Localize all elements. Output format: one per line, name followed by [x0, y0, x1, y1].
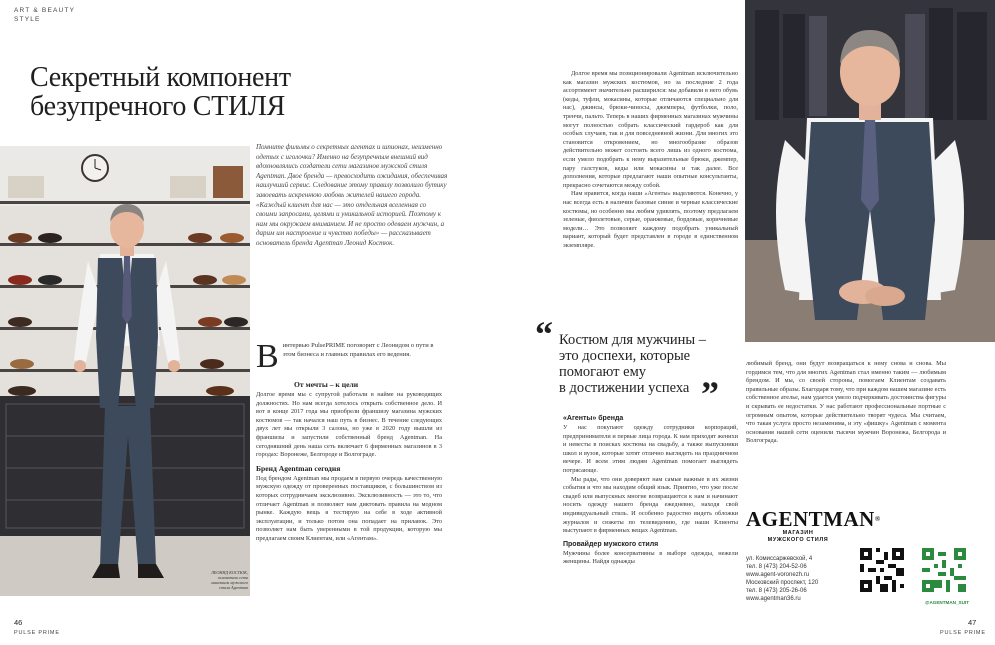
- quote-open-mark: “: [535, 314, 553, 354]
- logo-wordmark: [746, 507, 881, 531]
- col3-paragraph-2: Мы рады, что они доверяют нам самые важные в их жизни события и что мы находим общий язык. Приятно, что уже после свадеб или выпускных многие возвращаются к нам и начинают носить одежду нашего бренда ежедневно, находя свой индивидуальный стиль. И особенно радостно видеть обложки журналов и сюжеты по телевидению, где наши Клиенты выступают в фирменных вещах Agentman.: [563, 475, 738, 535]
- contact-link[interactable]: www.agent-voronezh.ru: [746, 571, 810, 578]
- logo-name: AGENTMAN: [746, 507, 875, 531]
- title-line1: Секретный компонент: [30, 62, 291, 93]
- portrait-seated-illustration: [745, 0, 995, 342]
- article-title: [30, 63, 370, 121]
- intro-block: [256, 338, 442, 375]
- col2-paragraph-2: Нам нравится, когда наши «Агенты» выделяются. Конечно, у нас всегда есть в наличии базовые синие и черные классические костюмы, но особенно мы любим удивлять, поэтому предлагаем зеленые, фиолетовые, серые, оранжевые, бордовые, коричневые модели… Это позволяет каждому подобрать уникальный вариант, который будет представлен в городе в единственном экземпляре.: [563, 190, 738, 249]
- pull-quote: [535, 314, 725, 414]
- portrait-photo-seated: [745, 0, 995, 342]
- col1-paragraph-2: Под брендом Agentman мы продаем в первую очередь качественную мужскую одежду от проверенных поставщиков, с большинством из которых сотрудничаем эксклюзивно. Эксклюзивность — это то, что отличает Agentman и позволяет нам диктовать правила на модном рынке. Каждую вещь я тестирую на себе в ходе активной эксплуатации, и только потом она попадает на прилавок. Это позволяет нам быть уверенными в той продукции, которую мы предлагаем своим Клиентам, или «Агентам».: [256, 474, 442, 542]
- contact-line: тел. 8 (473) 205-26-06: [746, 587, 807, 594]
- caption-line4: стиля Agentman: [219, 585, 248, 590]
- photo-caption: [190, 570, 248, 590]
- quote-line3: помогают ему: [559, 364, 647, 380]
- col3-paragraph-3: Мужчины более консервативны в выборе одежды, нежели женщины. Найдя однажды: [563, 549, 738, 566]
- col2-paragraph-1: Долгое время мы позиционировали Agentman исключительно как магазин мужских костюмов, но за последние 2 года ассортимент значительно расширился: мы добавили в него обувь (кеды, туфли, мокасины, которые отличаются специально для нас), джинсы, брюки-чиносы, джемперы, футболки, поло, тренчи, пальто. Теперь в наших фирменных магазинах мужчины могут полностью собрать классический гардероб как для особых случаев, так и для повседневной жизни. Для многих это становится откровением, но многообразие образов действительно может состоять всего лишь из одного костюма, если умело подобрать к нему выразительные брюки, джемпер, пару галстуков, кеды или мокасины и так далее. Все дополнения, которые предлагают наши опытные консультанты, прекрасно сочетаются между собой.: [563, 70, 738, 189]
- publication-name-left: PULSE PRIME: [14, 630, 60, 636]
- logo-sub-line1: МАГАЗИН: [782, 530, 814, 536]
- title-line2: безупречного СТИЛЯ: [30, 91, 285, 122]
- column-1: [256, 380, 442, 544]
- lead-paragraph: Помните фильмы о секретных агентах и шпионах, неизменно одетых с иголочки? Именно на безупречным внешний вид вдохновлялись создатели сети магазинов мужской стиля Agentman. Двое бренда — превосходить ожидания, обеспечивая наилучший сервис. Следование этому правилу позволило бутику завоевать искреннюю любовь жителей нашего города. «Каждый клиент для нас — это отдельная вселенная со своими запросами, целями и уникальной историей. Поэтому к нам мы окружаем вниманием. И не просто одеваем мужчин, а дарим им настроение и чувство победы» — рассказывает основатель бренда Agentman Леонид Костюк.: [256, 143, 448, 247]
- column-3: [563, 414, 738, 567]
- intro-text: интервью PulsePRIME поговорит с Леонидом о пути в этом бизнеса и главных правилах его ведения.: [282, 342, 434, 358]
- contact-line: ул. Комиссаржевской, 4: [746, 556, 813, 562]
- subhead-dream-to-goal: От мечты – к цели: [294, 380, 359, 389]
- caption-line1: ЛЕОНИД КОСТЮК,: [210, 570, 248, 575]
- portrait-store-illustration: [0, 146, 250, 596]
- col1-paragraph-1: Долгое время мы с супругой работали в найме на руководящих должностях. Но нам всегда хотелось открыть собственное дело. И вот в конце 2017 года мы приобрели франшизу магазина мужских костюмов — так начался наш путь в бизнес. В течение следующих двух лет мы открыли 3 салона, но уже в 2020 году вышли из франшизы и запустили собственный бренд Agentman. На сегодняшний день наша сеть включает 6 фирменных магазинов в 3 городах: Воронеже, Белгороде и Волгограде.: [256, 391, 442, 459]
- contact-line: тел. 8 (473) 204-52-06: [746, 563, 807, 570]
- drop-cap: В: [256, 338, 279, 375]
- col3-paragraph-1: У нас покупают одежду сотрудники корпораций, предприниматели и первые лица города. К нам приходят женихи и невесты в поисках костюма на свадьбу, а также выпускники школ и вузов, которые хотят отлично выглядеть на праздничном вечере. И всем этим людям Agentman помогает выглядеть потрясающе.: [563, 424, 738, 474]
- caption-line2: основатель сети: [217, 575, 248, 580]
- store-contacts: [746, 556, 862, 603]
- logo-subtitle: [748, 530, 848, 543]
- subhead-brand-agents: «Агенты» бренда: [563, 415, 624, 422]
- qr-code-instagram-icon[interactable]: [922, 548, 966, 592]
- section-label-line1: ART & BEAUTY: [14, 7, 76, 14]
- quote-line2: это доспехи, которые: [559, 348, 691, 364]
- page-number-right: 47: [968, 618, 977, 627]
- subhead-style-provider: Провайдер мужского стиля: [563, 540, 659, 548]
- quote-close-mark: ”: [701, 374, 719, 414]
- section-label-line2: STYLE: [14, 16, 41, 23]
- qr-code-icon[interactable]: [860, 548, 904, 592]
- portrait-photo-store: [0, 146, 250, 596]
- quote-line1: Костюм для мужчины –: [559, 332, 707, 348]
- contact-link[interactable]: www.agentman36.ru: [746, 595, 801, 602]
- section-label: [14, 6, 75, 24]
- col4-paragraph-1: любимый бренд, они будут возвращаться к нему снова и снова. Мы гордимся тем, что для многих Agentman стал именно таким — любимым брендом. И мы, со своей стороны, помогаем Клиентам создавать правильные образы. Благодаря тому, что при каждом нашем магазине есть собственное ателье, нам удается умело подчеркивать достоинства фигуры и скрывать ее недостатки. У нас работают профессиональные портные с огромным опытом, которые действительно творят чудеса. Мы считаем, что такая услуга просто незаменима, и эту «фишку» Agentman с момента основания нашей сети оценили тысячи мужчин Воронежа, Белгорода и Волгограда.: [746, 360, 946, 445]
- instagram-handle[interactable]: @AGENTMAN_SUIT: [924, 600, 970, 605]
- column-4: [746, 360, 946, 446]
- subhead-brand-today: Бренд Agentman сегодня: [256, 463, 341, 473]
- column-2: [563, 70, 738, 250]
- caption-line3: магазинов мужского: [211, 580, 248, 585]
- logo-registered-mark: ®: [874, 515, 881, 523]
- agentman-logo: [746, 507, 881, 543]
- page-number-left: 46: [14, 618, 23, 627]
- logo-sub-line2: МУЖСКОГО СТИЛЯ: [767, 536, 829, 543]
- publication-name-right: PULSE PRIME: [940, 630, 986, 636]
- contact-line: Московский проспект, 120: [746, 579, 819, 586]
- quote-line4: в достижении успеха: [559, 380, 690, 396]
